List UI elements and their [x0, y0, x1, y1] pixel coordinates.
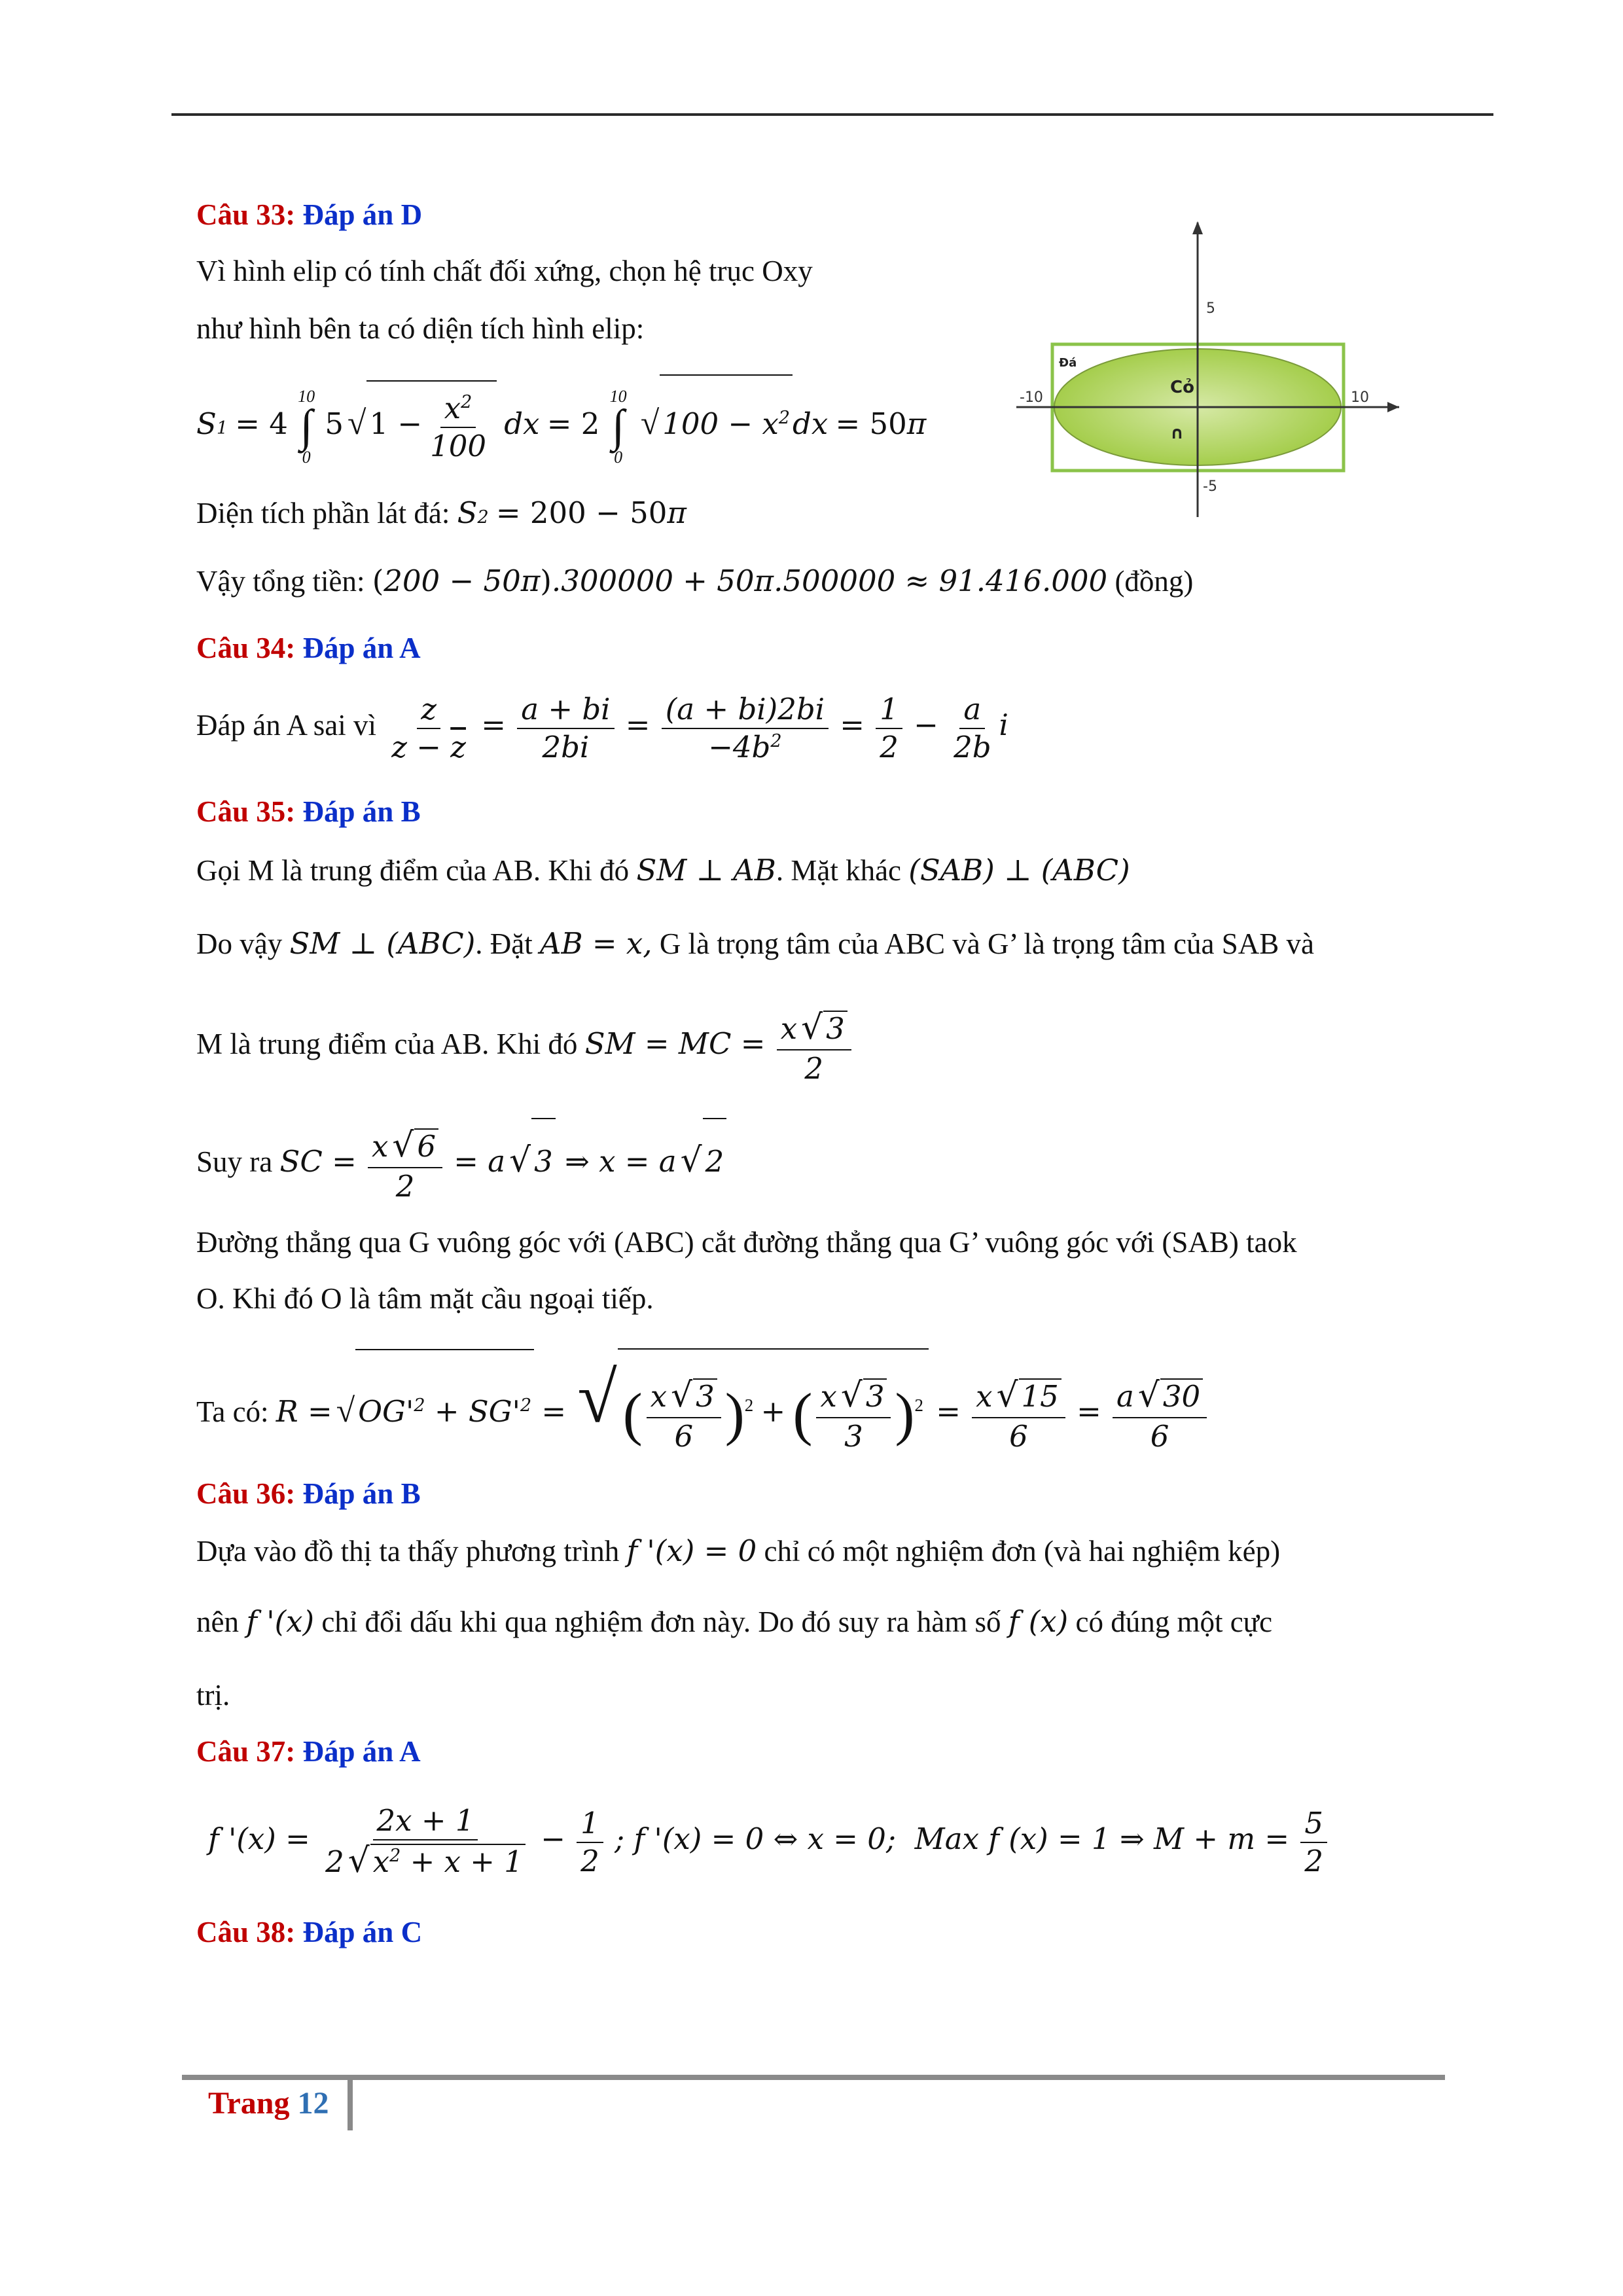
tick-neg-5: -5 — [1203, 478, 1217, 495]
ellipse-diagram — [980, 216, 1406, 524]
q33-ellipse-area-formula: S1 = 4 10 ∫ 0 5 √ 1 − $\frac{x^2}{100}$ dx = 2 10 ∫ 0 √ $100 - x^2dx = 50\pi$ — [196, 374, 926, 471]
q36-heading: Câu 36: Đáp án B — [196, 1477, 421, 1510]
tick-10: 10 — [1351, 389, 1369, 406]
label-arc: ∩ — [1170, 423, 1185, 443]
ellipse-figure — [980, 216, 1406, 524]
label-stone: Đá — [1059, 356, 1077, 370]
q35-line-6: O. Khi đó O là tâm mặt cầu ngoại tiếp. — [196, 1282, 654, 1315]
q35-line-2: Do vậy SM ⊥ (ABC). Đặt AB = x, G là trọng tâm của ABC và G’ là trọng tâm của SAB và — [196, 926, 1315, 961]
tick-neg-10: -10 — [1020, 389, 1043, 406]
q35-line-7: Ta có: R = √ $OG'^2 + SG'^2$ = √ ( $\frac{x √ 3}{6}$ )$^2$ + ( $\frac{x √ 3}{3}$ )$^2$ = $\frac{x √ 15}{6}$ = $\frac{a √ 30}{6}$ — [196, 1342, 1211, 1471]
header-rule — [171, 113, 1493, 116]
q33-text-2: như hình bên ta có diện tích hình elip: — [196, 312, 645, 345]
x-axis-arrow — [1387, 402, 1399, 412]
label-grass: Cỏ — [1170, 378, 1194, 397]
q34-heading: Câu 34: Đáp án A — [196, 632, 421, 664]
y-axis-arrow — [1192, 221, 1203, 234]
q37-heading: Câu 37: Đáp án A — [196, 1735, 421, 1768]
q33-stone-area: Diện tích phần lát đá: S2 = 200 − 50π — [196, 495, 687, 530]
page-number: Trang 12 — [208, 2086, 329, 2121]
q33-text-1: Vì hình elip có tính chất đối xứng, chọn hệ trục Oxy — [196, 255, 813, 287]
q36-line-3: trị. — [196, 1679, 230, 1712]
q37-formula: f '(x) = $\frac{2x + 1}{2 √ x^2 + x + 1}$ − $\frac{1}{2}$ ; f '(x) = 0 ⇔ x = 0; Max f (x) = 1 ⇒ M + m = $\frac{5}{2}$ — [208, 1793, 1331, 1885]
integral-sign: 10 ∫ 0 — [609, 387, 627, 467]
footer-separator — [348, 2078, 353, 2130]
q35-line-4: Suy ra SC = $\frac{x √ 6}{2}$ = a √ 3 ⇒ x = a √ 2 — [196, 1118, 726, 1204]
q35-line-3: M là trung điểm của AB. Khi đó SM = MC = $\frac{x √ 3}{2}$ — [196, 1001, 855, 1086]
tick-5: 5 — [1206, 300, 1215, 317]
footer-rule — [182, 2075, 1445, 2080]
q36-line-1: Dựa vào đồ thị ta thấy phương trình f '(x) = 0 chỉ có một nghiệm đơn (và hai nghiệm kép) — [196, 1534, 1281, 1568]
q38-heading: Câu 38: Đáp án C — [196, 1916, 423, 1948]
q33-heading: Câu 33: Đáp án D — [196, 198, 423, 231]
q35-line-5: Đường thẳng qua G vuông góc với (ABC) cắt đường thẳng qua G’ vuông góc với (SAB) taok — [196, 1226, 1297, 1259]
integral-sign: 10 ∫ 0 — [298, 387, 315, 467]
q33-total-cost: Vậy tổng tiền: (200 − 50π).300000 + 50π.500000 ≈ 91.416.000 (đồng) — [196, 564, 1194, 598]
q35-line-1: Gọi M là trung điểm của AB. Khi đó SM ⊥ AB. Mặt khác (SAB) ⊥ (ABC) — [196, 853, 1130, 888]
q34-formula: Đáp án A sai vì $\frac{z}{z - \overline{z}}$ = $\frac{a + bi}{2bi}$ = $\frac{(a + bi)2bi}{-4b^2}$ = $\frac{1}{2}$ − $\frac{a}{2b}$ i — [196, 692, 1008, 764]
q35-heading: Câu 35: Đáp án B — [196, 795, 421, 828]
q36-line-2: nên f '(x) chỉ đổi dấu khi qua nghiệm đơn này. Do đó suy ra hàm số f (x) có đúng một cực — [196, 1604, 1273, 1639]
